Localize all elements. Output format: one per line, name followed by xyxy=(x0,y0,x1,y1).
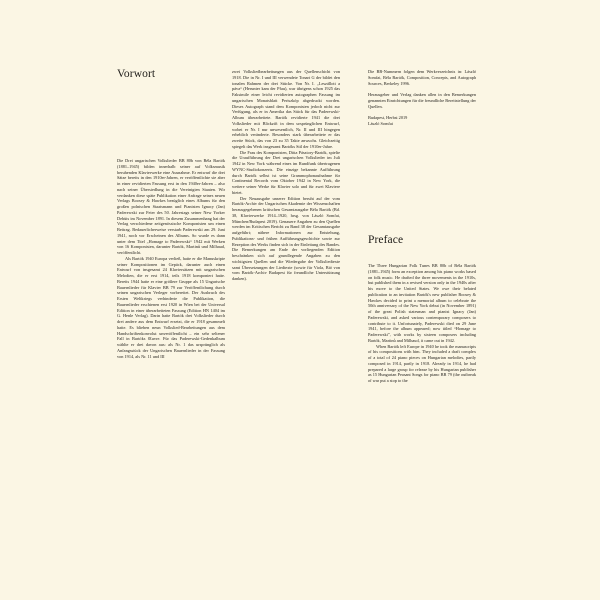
paragraph: When Bartók left Europe in 1940 he took the manuscripts of his compositions with him. They included a draft complex of a total of 24 piano pieces on Hungarian melodies, partly composed in 1914, partly in 1918. Already in 1914, he had prepared a large group for release by his Hungarian publisher as 15 Hungarian Peasant Songs for piano BB 79 (the outbreak of war put a stop to the xyxy=(368,343,476,383)
vorwort-heading: Vorwort xyxy=(117,68,156,80)
date-place: Budapest, Herbst 2019 xyxy=(368,115,408,120)
vorwort-column-2 xyxy=(232,69,340,282)
author-signature: László Somfai xyxy=(368,120,393,126)
paragraph: Die BB-Nummern folgen dem Werkverzeichnis in: László Somfai, Béla Bartók, Composition, Concepts, and Autograph Sources, Berkeley 1996. xyxy=(368,69,476,86)
preface-body xyxy=(368,263,476,384)
vorwort-column-1 xyxy=(117,158,225,359)
paragraph: Die Drei ungarischen Volkslieder BB 80b von Béla Bartók (1881–1945) bilden innerhalb seiner auf Volksmusik beruhenden Klavierwerke eine Ausnahme. Er entwarf die drei Sätze bereits in den 1910er-Jahren, er veröffentlichte sie aber in einer revidierten Fassung erst in den 1940er-Jahren – also nach seiner Übersiedlung in die Vereinigten Staaten. Wir verdanken diese späte Publikation einer Anfrage seines neuen Verlags Boosey & Hawkes bezüglich eines Albums für den großen polnischen Staatsmann und Pianisten Ignacy (Jan) Paderewski zur Feier des 50. Jahrestags seiner New Yorker Debüts im November 1891. In diesem Zusammenhang hat der Verlag verschiedene zeitgenössische Komponisten um einen Beitrag. Bedauerlicherweise verstarb Paderewski am 29. Juni 1941, noch vor Erscheinen des Albums. So wurde es dann unter dem Titel „Homage to Paderewski“ 1942 mit Werken von 16 Komponisten, darunter Bartók, Martinů und Milhaud, veröffentlicht. xyxy=(117,158,225,255)
paragraph: Als Bartók 1940 Europa verließ, hatte er die Manuskripte seiner Kompositionen im Gepäck, darunter auch einen Entwurf von insgesamt 24 Klaviersätzen mit ungarischen Melodien, die er erst 1914, teils 1918 komponiert hatte. Bereits 1944 hatte er eine größere Gruppe als 15 Ungarische Bauernlieder für Klavier BB 79 zur Veröffentlichung durch seinen ungarischen Verleger vorbereitet. Der Ausbruch des Ersten Weltkriegs verhinderte die Publikation, die Bauernlieder erschienen erst 1920 in Wien bei der Universal Edition in einer überarbeiteten Fassung (Edition HN 1404 im G. Henle Verlag). Darin hatte Bartók drei Volkslieder durch drei andere aus dem Entwurf ersetzt, die er 1918 gesammelt hatte. Es blieben neun Volkslied-Bearbeitungen aus dem Handschriftenkonvolut unveröffentlicht – ein sehr seltener Fall in Bartóks Œuvre. Für das Paderewski-Gedenkalbum wählte er drei davon aus: als Nr. 1 das ursprünglich als Anfangsstück der Ungarischen Bauernlieder in der Fassung von 1914, als Nr. 11 und III xyxy=(117,255,225,359)
vorwort-column-3 xyxy=(368,69,476,127)
paragraph: Die Frau des Komponisten, Ditta Pásztory-Bartók, spielte die Uraufführung der Drei ungarischen Volkslieder im Juli 1942 in New York während eines im Rundfunk übertragenen WYNC-Studiokonzerts. Die einzige bekannte Aufführung durch Bartók selbst ist seine Grammophonaufnahme für Continental Records vom Oktober 1942 in New York, die weitere seiner Werke für Klavier solo und für zwei Klaviere bietet. xyxy=(232,149,340,195)
paragraph: The Three Hungarian Folk Tunes BB 80b of Béla Bartók (1881–1945) form an exception among his piano works based on folk music. He drafted the three movements in the 1910s, but published them in a revised version only in the 1940s after his move to the United States. We owe their belated publication to an invitation Bartók's new publisher Boosey & Hawkes decided to print a memorial album to celebrate the 50th anniversary of the New York debut (in November 1891) of the great Polish statesman and pianist Ignacy (Jan) Paderewski, and asked various contemporary composers to contribute to it. Unfortunately, Paderewski died on 29 June 1941, before the album appeared; now titled “Homage to Paderewski”, with works by sixteen composers including Bartók, Martinů and Milhaud, it came out in 1942. xyxy=(368,263,476,343)
paragraph: Der Neuausgabe unserer Edition beruht auf der vom Bartók-Archiv der Ungarischen Akademie der Wissenschaften herausgegebenen kritischen Gesamtausgabe Béla Bartók (Bd. 38, Klavierwerke 1914–1920, hrsg. von László Somfai, München/Budapest 2019). Genauere Angaben zu den Quellen werden im Kritischen Bericht zu Band 38 der Gesamtausgabe aufgeführt; nähere Informationen zur Entstehung, Publikations- und frühen Aufführungsgeschichte sowie zur Rezeption des Werks finden sich in der Einleitung des Bandes. Die Bemerkungen am Ende der vorliegenden Edition beschränken sich auf grundlegende Angaben zu den wichtigsten Quellen und die Wiedergabe der Volksliedtexte samt Übersetzungen der Liedtexte (sowie für Viola, Bió von vom Bartók-Archiv Budapest für freundliche Unterstützung danken). xyxy=(232,195,340,281)
paragraph: zwei Volksliedbearbeitungen aus der Quellenschicht von 1918. Die in Nr. I und III verwendete Tonart G der bildet den tonalen Rahmen der drei Stücke. Von Nr. I. „Leszállott a páva“ (Herunter kam der Pfau), war übrigens schon 1925 das Faksimile einer leicht revidierten autographen Fassung im ungarischen Monatsblatt Periszkóp abgedruckt worden. Dieses Autograph stand dem Komponisten jedoch nicht zur Verfügung, als er in Amerika das Stück für das Paderewski-Album überarbeitete. Bartók revidierte 1941 die drei Volkslieder mit Blickzift in dem ursprünglichen Entwurf, wobei er Nr. I nur unwesentlich, Nr. II und III hingegen erheblich veränderte. Besonders stark überarbeitete er das zweite Stück, das von 23 zu 35 Takte anwuchs. Gleichzeitig spiegelt das Werk insgesamt Bartóks Stil der 1910er-Jahre. xyxy=(232,69,340,149)
paragraph: Herausgeber und Verlag danken allen in den Bemerkungen genannten Einrichtungen für die freundliche Bereitstellung der Quellen. xyxy=(368,92,476,109)
preface-heading: Preface xyxy=(368,234,404,246)
